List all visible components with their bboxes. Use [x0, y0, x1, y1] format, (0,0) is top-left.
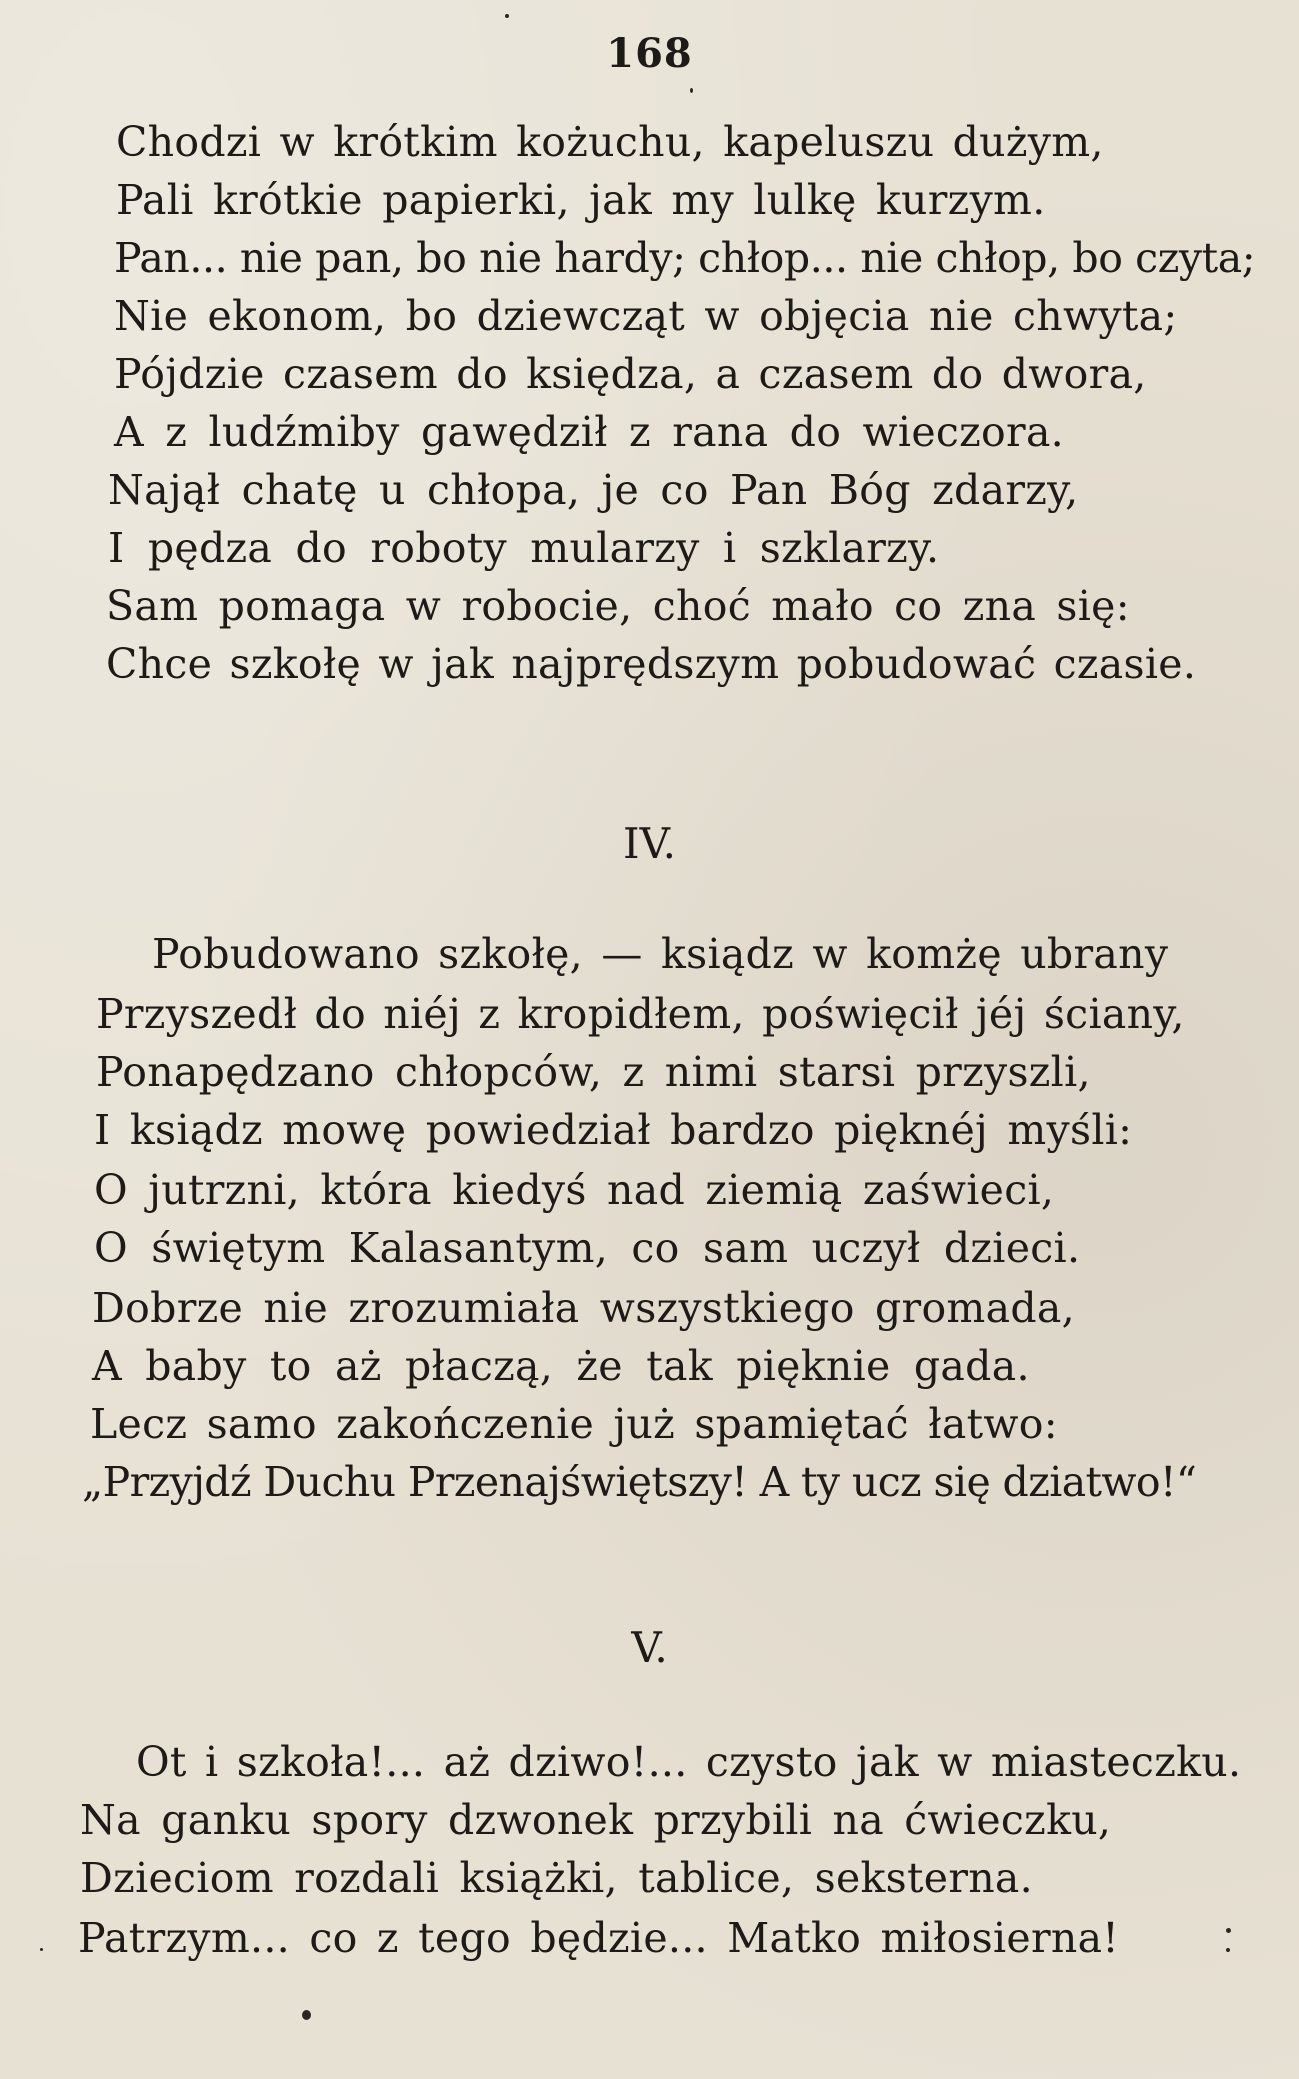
print-speck — [40, 1948, 43, 1951]
verse-line: Pójdzie czasem do księdza, a czasem do dwora, — [114, 350, 1147, 398]
verse-line: Lecz samo zakończenie już spamiętać łatwo: — [90, 1400, 1058, 1448]
verse-line: A baby to aż płaczą, że tak pięknie gada. — [92, 1342, 1030, 1390]
verse-line: Najął chatę u chłopa, je co Pan Bóg zdarzy, — [108, 466, 1079, 514]
verse-line: Ot i szkoła!... aż dziwo!... czysto jak w miasteczku. — [136, 1738, 1242, 1786]
verse-line: O jutrzni, która kiedyś nad ziemią zaświeci, — [94, 1166, 1055, 1214]
verse-line: A z ludźmiby gawędził z rana do wieczora. — [114, 408, 1065, 456]
verse-line: Nie ekonom, bo dziewcząt w objęcia nie chwyta; — [114, 292, 1178, 340]
print-speck — [302, 2010, 311, 2020]
verse-line: Chce szkołę w jak najprędszym pobudować czasie. — [106, 640, 1197, 688]
verse-line: Patrzym... co z tego będzie... Matko miłosierna! — [78, 1914, 1120, 1962]
print-speck — [505, 14, 509, 18]
print-speck — [690, 88, 693, 93]
verse-line: I ksiądz mowę powiedział bardzo pięknéj myśli: — [94, 1106, 1133, 1154]
print-speck — [1226, 1928, 1231, 1933]
verse-line: Pali krótkie papierki, jak my lulkę kurzym. — [116, 176, 1046, 224]
verse-line: Pobudowano szkołę, — ksiądz w komżę ubrany — [152, 930, 1169, 978]
verse-line: I pędza do roboty mularzy i szklarzy. — [108, 524, 940, 572]
verse-line: Przyszedł do niéj z kropidłem, poświęcił jéj ściany, — [96, 990, 1185, 1038]
verse-line: „Przyjdź Duchu Przenajświętszy! A ty ucz się dziatwo!“ — [82, 1458, 1197, 1506]
verse-line: Pan... nie pan, bo nie hardy; chłop... nie chłop, bo czyta; — [114, 234, 1256, 282]
page-number: 168 — [606, 30, 693, 77]
verse-line: O świętym Kalasantym, co sam uczył dzieci. — [94, 1224, 1081, 1272]
verse-line: Sam pomaga w robocie, choć mało co zna się: — [106, 582, 1130, 630]
verse-line: Chodzi w krótkim kożuchu, kapeluszu dużym, — [116, 118, 1104, 166]
verse-line: Dobrze nie zrozumiała wszystkiego gromada, — [92, 1284, 1075, 1332]
section-heading-iv: IV. — [623, 819, 676, 868]
verse-line: Dzieciom rozdali książki, tablice, seksterna. — [80, 1854, 1034, 1902]
section-heading-v: V. — [631, 1623, 668, 1672]
verse-line: Ponapędzano chłopców, z nimi starsi przyszli, — [96, 1048, 1091, 1096]
verse-line: Na ganku spory dzwonek przybili na ćwieczku, — [80, 1796, 1112, 1844]
print-speck — [1226, 1948, 1230, 1952]
